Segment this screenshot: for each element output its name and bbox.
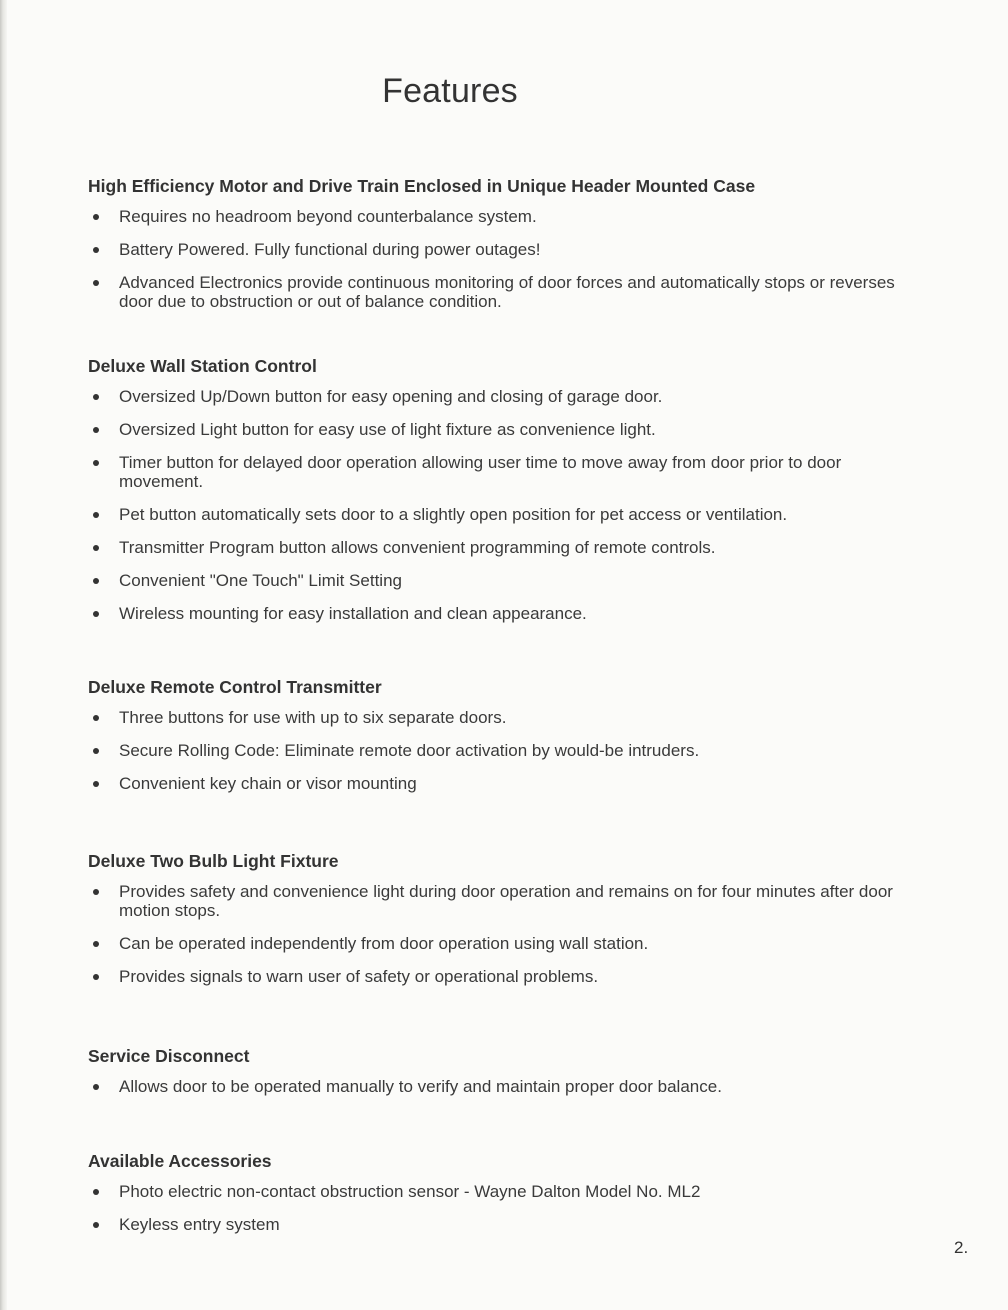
list-item-text: Can be operated independently from door operation using wall station. bbox=[119, 934, 649, 953]
bullet-icon bbox=[93, 974, 99, 980]
list-item bbox=[88, 1215, 928, 1234]
list-item bbox=[88, 1182, 928, 1201]
list-item-text: Pet button automatically sets door to a slightly open position for pet access or ventilation. bbox=[119, 505, 788, 524]
list-item-text: Timer button for delayed door operation allowing user time to move away from door prior to door movement. bbox=[119, 453, 842, 491]
list-item bbox=[88, 604, 928, 623]
bullet-icon bbox=[93, 214, 99, 220]
list-item-text: Advanced Electronics provide continuous monitoring of door forces and automatically stops or reverses door due to obstruction or out of balance condition. bbox=[119, 273, 895, 311]
bullet-icon bbox=[93, 394, 99, 400]
list-item-text: Convenient "One Touch" Limit Setting bbox=[119, 571, 402, 590]
list-item bbox=[88, 934, 928, 953]
bullet-icon bbox=[93, 941, 99, 947]
list-item bbox=[88, 453, 928, 491]
section-service-disconnect bbox=[88, 1046, 928, 1110]
list-item bbox=[88, 882, 928, 920]
page-title: Features bbox=[382, 72, 518, 110]
list-item-text: Keyless entry system bbox=[119, 1215, 280, 1234]
list-item-text: Photo electric non-contact obstruction sensor - Wayne Dalton Model No. ML2 bbox=[119, 1182, 701, 1201]
bullet-icon bbox=[93, 512, 99, 518]
bullet-icon bbox=[93, 545, 99, 551]
section-heading: Service Disconnect bbox=[88, 1046, 250, 1066]
bullet-icon bbox=[93, 748, 99, 754]
bullet-icon bbox=[93, 781, 99, 787]
list-item bbox=[88, 273, 928, 311]
list-item-text: Secure Rolling Code: Eliminate remote door activation by would-be intruders. bbox=[119, 741, 700, 760]
list-item-text: Provides safety and convenience light during door operation and remains on for four minutes after door motion stops. bbox=[119, 882, 893, 920]
list-item-text: Transmitter Program button allows convenient programming of remote controls. bbox=[119, 538, 716, 557]
list-item bbox=[88, 967, 928, 986]
list-item-text: Provides signals to warn user of safety or operational problems. bbox=[119, 967, 599, 986]
list-item bbox=[88, 741, 928, 760]
bullet-list bbox=[88, 387, 928, 623]
page-binding-edge bbox=[0, 0, 7, 1310]
bullet-icon bbox=[93, 578, 99, 584]
section-heading: Available Accessories bbox=[88, 1151, 272, 1171]
bullet-icon bbox=[93, 889, 99, 895]
list-item-text: Oversized Up/Down button for easy opening and closing of garage door. bbox=[119, 387, 663, 406]
bullet-icon bbox=[93, 1084, 99, 1090]
section-heading: Deluxe Wall Station Control bbox=[88, 356, 317, 376]
list-item bbox=[88, 420, 928, 439]
list-item-text: Wireless mounting for easy installation and clean appearance. bbox=[119, 604, 587, 623]
section-remote-transmitter bbox=[88, 677, 928, 807]
list-item bbox=[88, 207, 928, 226]
bullet-icon bbox=[93, 247, 99, 253]
bullet-icon bbox=[93, 611, 99, 617]
section-heading: Deluxe Remote Control Transmitter bbox=[88, 677, 382, 697]
bullet-list bbox=[88, 1077, 928, 1096]
bullet-icon bbox=[93, 1189, 99, 1195]
list-item-text: Battery Powered. Fully functional during power outages! bbox=[119, 240, 541, 259]
list-item-text: Oversized Light button for easy use of light fixture as convenience light. bbox=[119, 420, 656, 439]
section-light-fixture bbox=[88, 851, 928, 1000]
bullet-list bbox=[88, 708, 928, 793]
list-item bbox=[88, 538, 928, 557]
list-item-text: Convenient key chain or visor mounting bbox=[119, 774, 417, 793]
section-wall-station bbox=[88, 356, 928, 637]
bullet-icon bbox=[93, 1222, 99, 1228]
list-item bbox=[88, 571, 928, 590]
bullet-list bbox=[88, 882, 928, 986]
list-item-text: Three buttons for use with up to six separate doors. bbox=[119, 708, 507, 727]
list-item bbox=[88, 774, 928, 793]
bullet-icon bbox=[93, 427, 99, 433]
list-item bbox=[88, 1077, 928, 1096]
bullet-icon bbox=[93, 280, 99, 286]
list-item bbox=[88, 240, 928, 259]
list-item bbox=[88, 505, 928, 524]
bullet-list bbox=[88, 207, 928, 311]
section-motor bbox=[88, 176, 928, 325]
bullet-list bbox=[88, 1182, 928, 1234]
list-item-text: Requires no headroom beyond counterbalance system. bbox=[119, 207, 537, 226]
bullet-icon bbox=[93, 460, 99, 466]
section-accessories bbox=[88, 1151, 928, 1248]
list-item-text: Allows door to be operated manually to verify and maintain proper door balance. bbox=[119, 1077, 722, 1096]
bullet-icon bbox=[93, 715, 99, 721]
section-heading: High Efficiency Motor and Drive Train Enclosed in Unique Header Mounted Case bbox=[88, 176, 756, 196]
section-heading: Deluxe Two Bulb Light Fixture bbox=[88, 851, 339, 871]
list-item bbox=[88, 708, 928, 727]
list-item bbox=[88, 387, 928, 406]
page-number: 2. bbox=[954, 1238, 969, 1257]
